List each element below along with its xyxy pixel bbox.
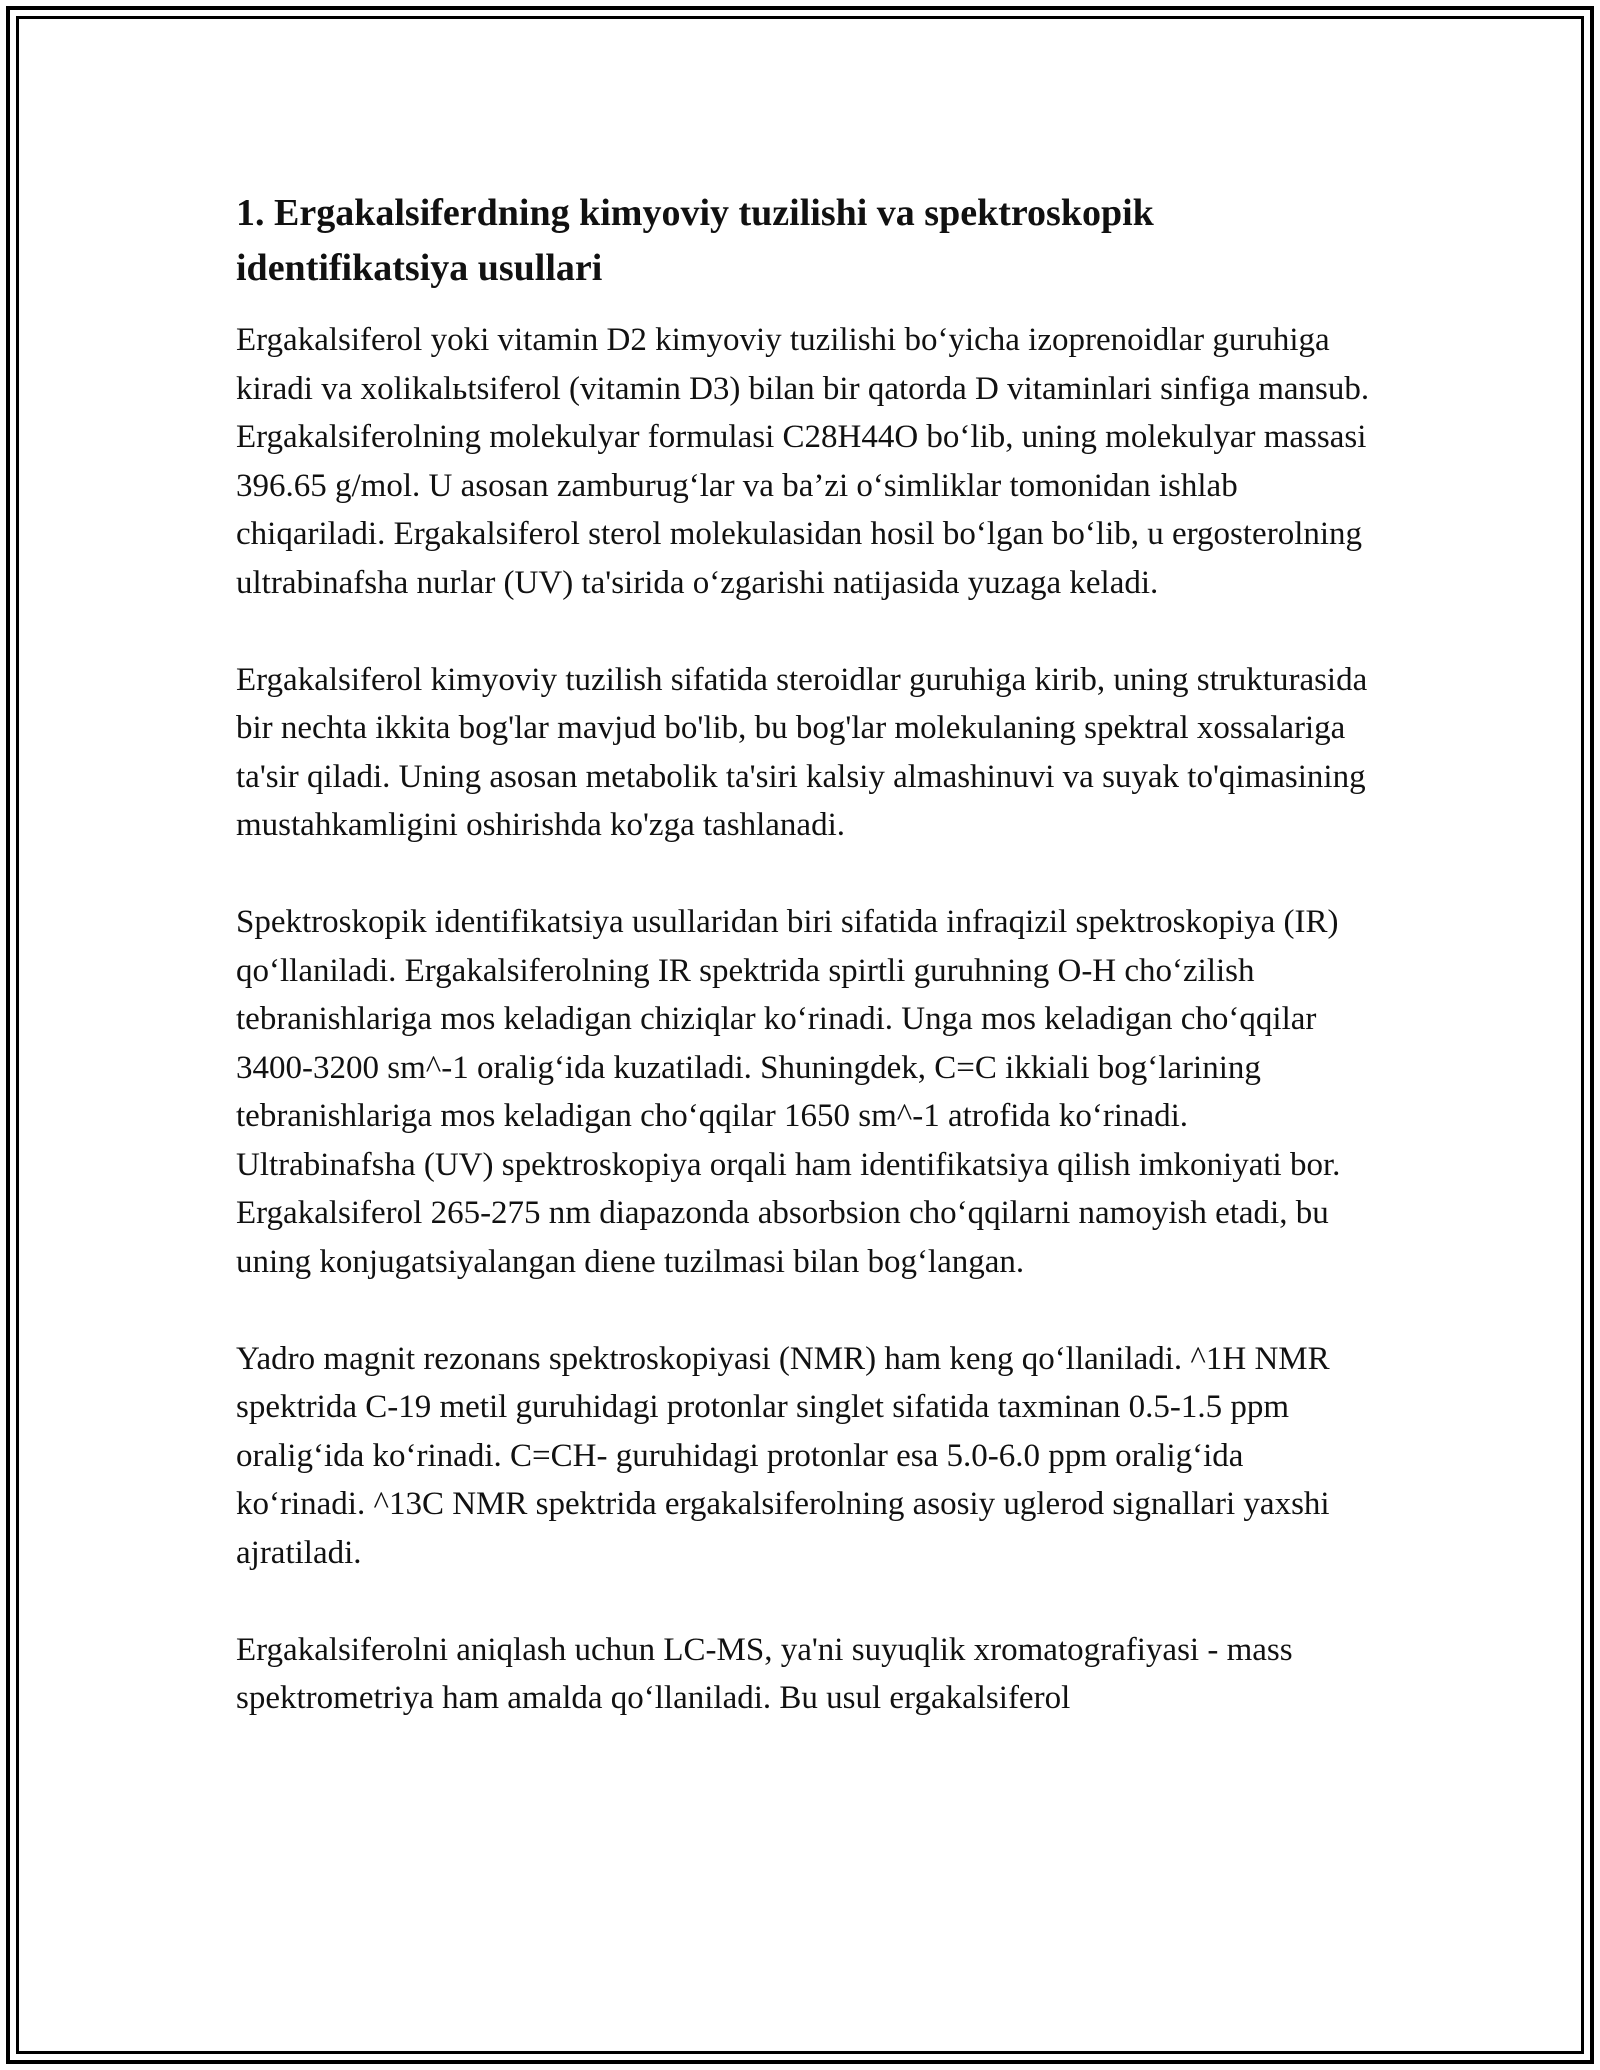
- paragraph-5: Ergakalsiferolni aniqlash uchun LC-MS, ya'ni suyuqlik xromatografiyasi - mass spektrometriya ham amalda qo‘llaniladi. Bu usul ergakalsiferol: [236, 1631, 1293, 1716]
- document-body: [236, 186, 1370, 1771]
- paragraph-1: Ergakalsiferol yoki vitamin D2 kimyoviy tuzilishi bo‘yicha izoprenoidlar guruhiga kiradi va xolikalьtsiferol (vitamin D3) bilan bir qatorda D vitaminlari sinfiga mansub. Ergakalsiferolning molekulyar formulasi C28H44O bo‘lib, uning molekulyar massasi 396.65 g/mol. U asosan zamburug‘lar va ba’zi o‘simliklar tomonidan ishlab chiqariladi. Ergakalsiferol sterol molekulasidan hosil bo‘lgan bo‘lib, u ergosterolning ultrabinafsha nurlar (UV) ta'sirida o‘zgarishi natijasida yuzaga keladi.: [236, 322, 1370, 601]
- section-title: 1. Ergakalsiferdning kimyoviy tuzilishi va spektroskopik identifikatsiya usullari: [236, 192, 1154, 289]
- paragraph-3: Spektroskopik identifikatsiya usullaridan biri sifatida infraqizil spektroskopiya (IR) qo‘llaniladi. Ergakalsiferolning IR spektrida spirtli guruhning O-H cho‘zilish tebranishlariga mos keladigan chiziqlar ko‘rinadi. Unga mos keladigan cho‘qqilar 3400-3200 sm^-1 oralig‘ida kuzatiladi. Shuningdek, C=C ikkiali bog‘larining tebranishlariga mos keladigan cho‘qqilar 1650 sm^-1 atrofida ko‘rinadi. Ultrabinafsha (UV) spektroskopiya orqali ham identifikatsiya qilish imkoniyati bor. Ergakalsiferol 265-275 nm diapazonda absorbsion cho‘qqilarni namoyish etadi, bu uning konjugatsiyalangan diene tuzilmasi bilan bog‘langan.: [236, 904, 1341, 1280]
- paragraph-2: Ergakalsiferol kimyoviy tuzilish sifatida steroidlar guruhiga kirib, uning strukturasida bir nechta ikkita bog'lar mavjud bo'lib, bu bog'lar molekulaning spektral xossalariga ta'sir qiladi. Uning asosan metabolik ta'siri kalsiy almashinuvi va suyak to'qimasining mustahkamligini oshirishda ko'zga tashlanadi.: [236, 661, 1368, 843]
- paragraph-4: Yadro magnit rezonans spektroskopiyasi (NMR) ham keng qo‘llaniladi. ^1H NMR spektrida C-19 metil guruhidagi protonlar singlet sifatida taxminan 0.5-1.5 ppm oralig‘ida ko‘rinadi. C=CH- guruhidagi protonlar esa 5.0-6.0 ppm oralig‘ida ko‘rinadi. ^13C NMR spektrida ergakalsiferolning asosiy uglerod signallari yaxshi ajratiladi.: [236, 1340, 1330, 1571]
